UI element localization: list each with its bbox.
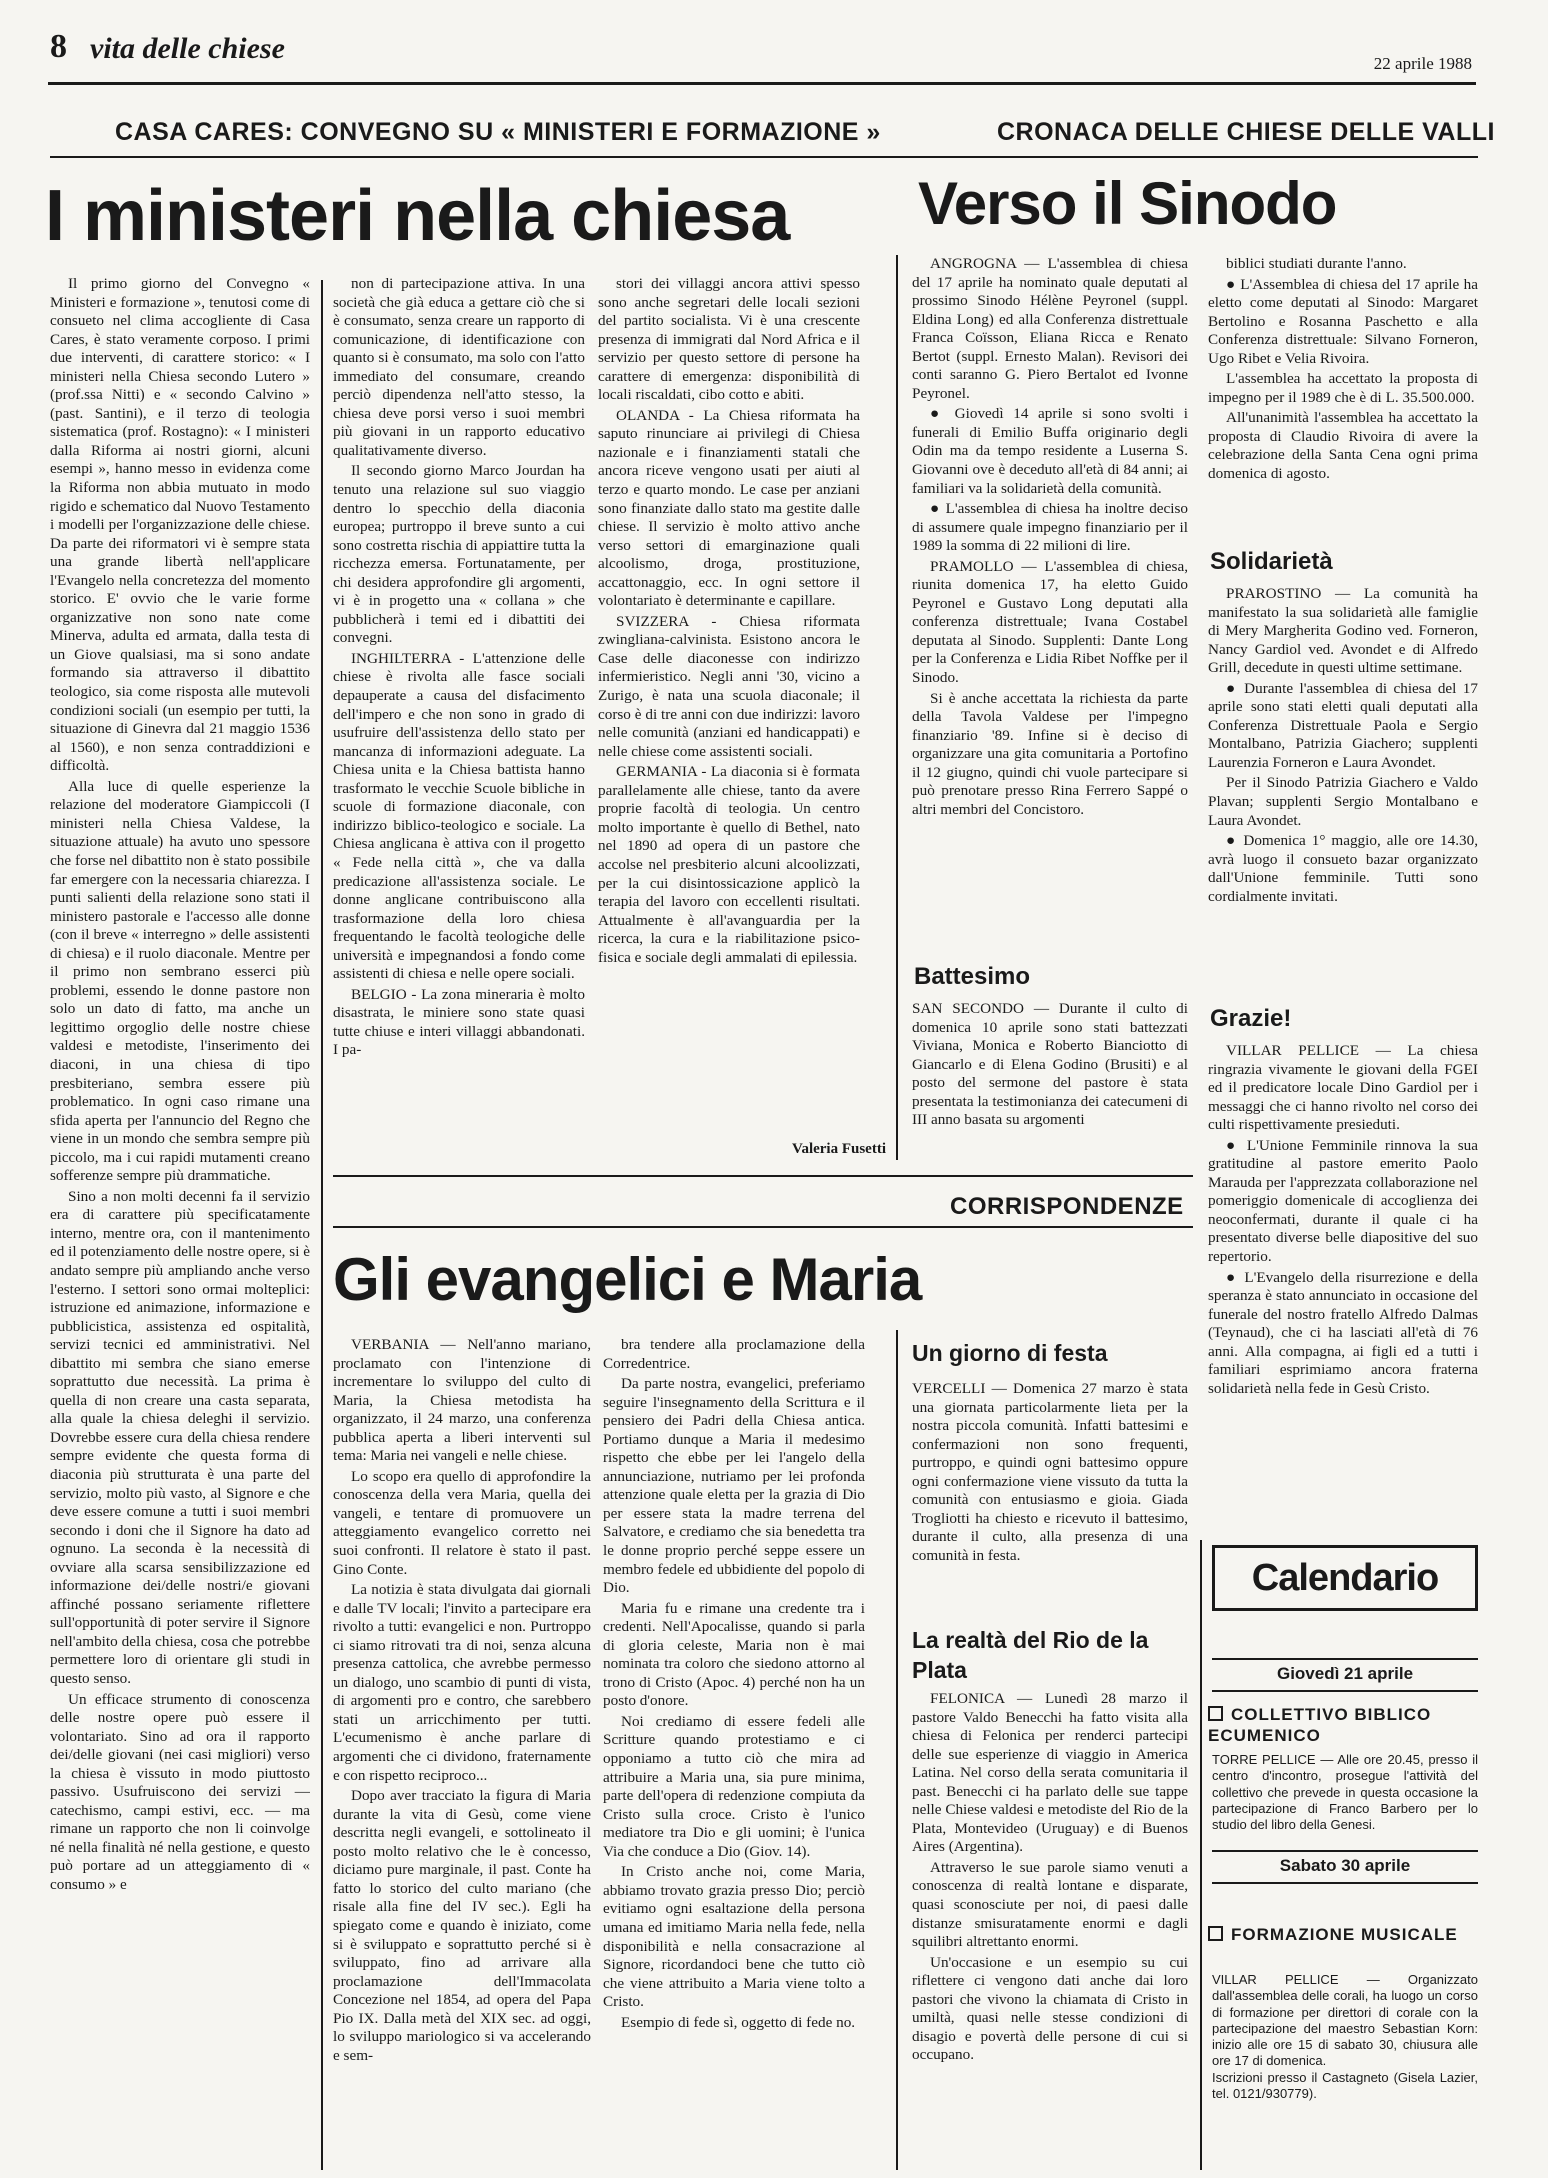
paragraph: Lo scopo era quello di approfondire la conoscenza della vera Maria, quella dei vangeli, e tentare di promuovere un atteggiamento evangelico corretto nei suoi confronti. Il relatore è stato il past. Gino Conte. xyxy=(333,1467,591,1578)
paragraph: ● L'Unione Femminile rinnova la sua gratitudine al pastore emerito Paolo Marauda per l'apprezzata collaborazione nel pomeriggio domenicale di accoglienza dei neoconfermati, durante il quale ci ha presentato diverse belle diapositive del suo repertorio. xyxy=(1208,1136,1478,1266)
paragraph: Il primo giorno del Convegno « Ministeri e formazione », tenutosi come di consueto nel clima accogliente di Casa Cares, è stato veramente corposo. I primi due interventi, di carattere storico: « I ministeri nella Chiesa secondo Lutero » (prof.ssa Nitti) e « secondo Calvino » (past. Santini), e il terzo di teologia sistematica (prof. Rostagno): « I ministeri dalla Riforma ai nostri giorni, alcuni esempi », hanno messo in evidenza come la Riforma non abbia mutuato in modo rigido e schematico dal Nuovo Testamento i modelli per l'organizzazione delle chiese. Da parte dei riformatori vi è sempre stata una grande libertà nell'applicare l'Evangelo nella concretezza del momento storico. E' ovvio che le varie forme organizzative non sono nate come Minerva, adulta ed armata, dalla testa di un Giove qualsiasi, ma si sono andate formando sia attraverso il dibattito teologico, sia come risposta alle mutevoli condizioni sociali (un esempio per tutti, la situazione di Ginevra dal 21 maggio 1536 al 1560), e non senza contraddizioni e difficoltà. xyxy=(50,275,310,775)
article1-signature: Valeria Fusetti xyxy=(791,1141,886,1157)
festa-heading: Un giorno di festa xyxy=(912,1340,1108,1366)
kicker-rule xyxy=(50,156,1478,158)
column-rule xyxy=(896,255,898,1160)
paragraph: Maria fu e rimane una credente tra i credenti. Nell'Apocalisse, quando si parla di gloria celeste, Maria non è mai nominata tra coloro che siedono attorno al trono di Cristo (Apoc. 4) perché non ha un posto d'onore. xyxy=(603,1599,865,1710)
paragraph: non di partecipazione attiva. In una società che già educa a gettare ciò che si è consumato, senza creare un rapporto di comunicazione, di identificazione con quanto si è consumato, ma solo con l'atto immediato del consumare, creando perciò dipendenza nell'atto stesso, la chiesa deve porsi verso i suoi membri più giovani in un rapporto educativo qualitativamente diverso. xyxy=(333,275,585,459)
event-title: FORMAZIONE MUSICALE xyxy=(1208,1924,1478,1945)
paragraph: Dopo aver tracciato la figura di Maria durante la vita di Gesù, come viene descritta negli evangeli, e sottolineato il posto molto relativo che le è concesso, diciamo pure marginale, il past. Conte ha fatto lo storico del culto mariano (che risale alla fine del IV sec.). Egli ha spiegato come e quando è iniziato, come si è sviluppato e soprattutto perché si è sviluppato, fino ad arrivare alla proclamazione dell'Immacolata Concezione nel 1854, ad opera del Papa Pio IX. Dalla metà del XIX sec. ad oggi, lo sviluppo mariologico si va accelerando e sem- xyxy=(333,1787,591,2064)
paragraph: PRAMOLLO — L'assemblea di chiesa, riunita domenica 17, ha eletto Guido Peyronel e Gustavo Long deputati alla conferenza distrettuale; Ivana Costabel deputata al Sinodo. Supplenti: Dante Long per la Conferenza e Lidia Ribet Noffke per il Sinodo. xyxy=(912,557,1188,687)
cal-rule xyxy=(1212,1690,1478,1692)
paragraph: Alla luce di quelle esperienze la relazione del moderatore Giampiccoli (I ministeri nella Chiesa Valdese, la situazione attuale) ha avuto uno spessore che forse nel dibattito non è stato possibile far emergere con la necessaria chiarezza. I punti salienti della relazione sono stati il ministero pastorale e l'accesso alle donne (con il breve « interregno » delle assistenti di chiesa) e il ruolo diaconale. Mentre per il primo non sembrano esserci più problemi, essendo le donne pastore non solo un dato di fatto, ma anche un legittimo orgoglio delle nostre chiese valdesi e metodiste, l'inserimento dei diaconi, in una chiesa di tipo presbiteriano, sembra essere più problematico. In ogni caso rimane una sfida aperta per l'annuncio del Regno che viene in un mondo che sembra sempre più piccolo, ma i cui rapidi mutamenti creano sofferenze sempre più drammatiche. xyxy=(50,777,310,1185)
paragraph: ● L'Assemblea di chiesa del 17 aprile ha eletto come deputati al Sinodo: Margaret Bertolino e Rosanna Paschetto e alla Conferenza distrettuale: Silvano Forneron, Ugo Ribet e Velia Rivoira. xyxy=(1208,275,1478,367)
paragraph: ● Domenica 1° maggio, alle ore 14.30, avrà luogo il consueto bazar organizzato dall'Unione femminile. Tutti sono cordialmente invitati. xyxy=(1208,832,1478,905)
column-rule xyxy=(1200,1540,1202,2170)
paragraph: ● L'Evangelo della risurrezione e della speranza è stato annunciato in occasione del funerale del nostro fratello Alfredo Dalmas (Teynaud), che ci ha lasciati all'età di 76 anni. Alla compagna, ai figli ed a tutti i familiari esprimiamo ancora fraterna solidarietà nella fede in Gesù Cristo. xyxy=(1208,1268,1478,1397)
paragraph: Per il Sinodo Patrizia Giachero e Valdo Plavan; supplenti Sergio Montalbano e Laura Avondet. xyxy=(1208,774,1478,829)
battesimo-text: SAN SECONDO — Durante il culto di domenica 10 aprile sono stati battezzati Viviana, Monica e Roberto Bianciotto di Giancarlo e di Elena Godino (Brusiti) e al posto del sermone del pastore è stata presentata la testimonianza dei catecumeni di III anno basata su argomenti xyxy=(912,1000,1188,1129)
paragraph: GERMANIA - La diaconia si è formata parallelamente alle chiese, tanto da avere proprie facoltà di teologia. Un centro molto importante è quello di Bethel, nato nel 1890 ad opera di un pastore che accolse nel presbiterio alcuni alcoolizzati, per la cui disintossicazione applicò la terapia del lavoro con eccellenti risultati. Attualmente è all'avanguardia per la ricerca, la cura e la riabilitazione psico-fisica e sociale degli ammalati di epilessia. xyxy=(598,763,860,966)
paragraph: In Cristo anche noi, come Maria, abbiamo trovato grazia presso Dio; perciò evitiamo ogni esaltazione della persona umana ed imitiamo Maria nella fede, nella disponibilità e nella consacrazione al Signore, ricordandoci bene che tutto ciò che viene attribuito a Maria viene tolto a Cristo. xyxy=(603,1863,865,2011)
paragraph: Sino a non molti decenni fa il servizio era di carattere più specificatamente interno, mentre ora, con il mantenimento ed il potenziamento delle nostre opere, si è andato sempre più ampliando anche verso l'esterno. I settori sono ormai molteplici: istruzione ed animazione, informazione e pubblicistica, assistenza ed ospitalità, servizi tecnici ed amministrativi. Nel dibattito mi sembra che siano emerse soprattutto due necessità. La prima è quella di non creare una casta separata, alla quale la chiesa deleghi il servizio. Dovrebbe essere cura della chiesa rendere sempre evidente che questa forma di diaconia più strutturata è una parte del servizio, molto più vasto, al Signore e che deve essere comune a tutti i suoi membri secondo i doni che il Signore ha dato ad ognuno. La seconda è la necessità di ovviare alla scarsa sensibilizzazione ed informazione dei/delle nostri/e giovani affinché possano seriamente riflettere sull'opportunità di poter servire il Signore nell'ambito della chiesa, cosa che potrebbe permettere loro di orientare gli studi in questo senso. xyxy=(50,1187,310,1688)
paragraph: bra tendere alla proclamazione della Corredentrice. xyxy=(603,1336,865,1372)
paragraph: Da parte nostra, evangelici, preferiamo seguire l'insegnamento della Scrittura e il pensiero dei Padri della Chiesa antica. Portiamo dunque a Maria il medesimo rispetto che ebbe per lei l'angelo della annunciazione, nutriamo per lei profonda attenzione quale eletta per la grazia di Dio per essere stata la madre terrena del Salvatore, e crediamo che sia benedetta tra le donne proprio perché seppe essere un membro fedele ed ubbidiente del popolo di Dio. xyxy=(603,1375,865,1597)
column-rule xyxy=(321,280,323,2170)
paragraph: INGHILTERRA - L'attenzione delle chiese è rivolta alle fasce sociali depauperate a causa del disfacimento dell'impero e che non sono in grado di usufruire dell'assistenza dello stato per mancanza di informazioni adeguate. La Chiesa unita e la Chiesa battista hanno trasformato le vecchie Scuole bibliche in scuole di formazione diaconale, con indirizzo biblico-teologico e sociale. La Chiesa anglicana è attiva con il progetto « Fede nella città », che va dalla predicazione all'assistenza sociale. Le donne anglicane contribuiscono alla trasformazione della loro chiesa frequentando le facoltà teologiche delle università e impegnandosi a fondo come assistenti di chiesa e nelle opere sociali. xyxy=(333,649,585,983)
article2-col2 xyxy=(1208,255,1478,545)
solidarieta-heading: Solidarietà xyxy=(1210,548,1333,575)
article1-col1 xyxy=(50,275,310,2165)
paragraph: Un efficace strumento di conoscenza delle nostre opere può essere il volontariato. Sino ad ora il rapporto dei/delle giovani (nei casi migliori) verso la chiesa è vissuto in modo piuttosto passivo. Usufruiscono dei servizi — catechismo, campi estivi, ecc. — ma rimane un rapporto che non li coinvolge né nella finalità né nella gestione, e questo può portare ad un atteggiamento di « consumo » e xyxy=(50,1690,310,1894)
issue-date: 22 aprile 1988 xyxy=(1373,54,1472,73)
plata-heading: La realtà del Rio de la Plata xyxy=(912,1627,1149,1683)
paragraph: ● Giovedì 14 aprile si sono svolti i funerali di Emilio Buffa originario degli Odin ma da tempo residente a Luserna S. Giovanni ove è deceduto all'età di 84 anni; ai familiari va la solidarietà della comunità. xyxy=(912,405,1188,497)
article1-col3 xyxy=(598,275,860,1095)
solidarieta-text xyxy=(1208,585,1478,990)
article2-kicker: CRONACA DELLE CHIESE DELLE VALLI xyxy=(997,118,1495,146)
cal-rule xyxy=(1212,1658,1478,1660)
calendario-title: Calendario xyxy=(1251,1556,1439,1599)
paragraph: Esempio di fede sì, oggetto di fede no. xyxy=(621,2013,856,2031)
event-date: Sabato 30 aprile xyxy=(1279,1856,1411,1875)
corrispondenze-rule-bottom xyxy=(333,1226,1193,1228)
event-date: Giovedì 21 aprile xyxy=(1276,1664,1414,1683)
event-body: VILLAR PELLICE — Organizzato dall'assemblea delle corali, ha luogo un corso di formazione per direttori di corale con la partecipazione del maestro Sebastian Korn: inizio alle ore 15 di sabato 30, chiusura alle ore 17 di domenica. Iscrizioni presso il Castagneto (Gisela Lazier, tel. 0121/930779). xyxy=(1212,1972,1478,2101)
article3-col1 xyxy=(333,1336,591,2166)
event-body: TORRE PELLICE — Alle ore 20.45, presso il centro d'incontro, prosegue l'attività del collettivo che prevede in questa occasione la partecipazione di Franco Barbero per lo studio del libro della Genesi. xyxy=(1212,1752,1478,1832)
checkbox-icon xyxy=(1208,1926,1223,1941)
plata-text xyxy=(912,1690,1188,2165)
event-title: COLLETTIVO BIBLICO ECUMENICO xyxy=(1208,1705,1432,1746)
article2-headline: Verso il Sinodo xyxy=(918,170,1337,237)
article1-headline: I ministeri nella chiesa xyxy=(45,176,790,256)
paragraph: Noi crediamo di essere fedeli alle Scritture quando protestiamo e ci opponiamo a tutto ciò che mira ad attribuire a Maria una, sia pure minima, parte dell'opera di redenzione compiuta da Cristo sulla croce. Cristo è l'unico mediatore tra Dio e gli uomini; è l'unica Via che conduce a Dio (Giov. 14). xyxy=(603,1712,865,1860)
paragraph: Si è anche accettata la richiesta da parte della Tavola Valdese per l'impegno finanziario '89. Infine si è deciso di organizzare una gita comunitaria a Portofino il 12 giugno, quindi chi vuole partecipare si può prenotare presso Rina Ferrero Sappé o altri membri del Concistoro. xyxy=(912,689,1188,818)
festa-text: VERCELLI — Domenica 27 marzo è stata una giornata particolarmente lieta per la nostra piccola comunità. Infatti battesimi e confermazioni non sono frequenti, purtroppo, e quindi ogni battesimo oppure ogni confermazione viene vissuto da tutta la comunità con entusiasmo e gioia. Giada Trogliotti ha chiesto e ricevuto il battesimo, durante il culto, alla presenza di una comunità in festa. xyxy=(912,1380,1188,1564)
paragraph: SVIZZERA - Chiesa riformata zwingliana-calvinista. Esistono ancora le Case delle diaconesse con indirizzo infermieristico. Negli anni '30, vicino a Zurigo, è nata una scuola diaconale; il corso è di tre anni con due indirizzi: lavoro nelle comunità (anziani ed handicappati) e nelle chiese come assistenti sociali. xyxy=(598,612,860,760)
calendario-box xyxy=(1212,1545,1478,1611)
cal-rule xyxy=(1212,1850,1478,1852)
article1-col2 xyxy=(333,275,585,1165)
article3-kicker: CORRISPONDENZE xyxy=(950,1193,1184,1220)
column-rule xyxy=(896,1330,898,2170)
grazie-text xyxy=(1208,1042,1478,1527)
paragraph: Attraverso le sue parole siamo venuti a conoscenza di realtà lontane e disparate, quasi sconosciute per noi, di paesi dalle distanze smisuratamente enormi e dagli squilibri altrettanto enormi. xyxy=(912,1858,1188,1951)
paragraph: VERBANIA — Nell'anno mariano, proclamato con l'intenzione di incrementare lo sviluppo del culto di Maria, la Chiesa metodista ha organizzato, il 24 marzo, una conferenza pubblica aperta a liberi interventi sul tema: Maria nei vangeli e nelle chiese. xyxy=(333,1336,591,1465)
paragraph: OLANDA - La Chiesa riformata ha saputo rinunciare ai privilegi di Chiesa nazionale e i finanziamenti statali che ancora riceve vengono usati per aiuti al terzo e quarto mondo. Le case per anziani sono finanziate dallo stato ma gestite dalle chiese. Il servizio è molto attivo anche verso settori di emarginazione quali alcoolismo, droga, prostituzione, accattonaggio, ecc. In ogni settore il volontariato è determinante e capillare. xyxy=(598,406,860,610)
header-rule xyxy=(48,82,1476,85)
paragraph: Un'occasione e un esempio su cui riflettere ci vengono dati anche dai loro pastori che vivono la chiamata di Cristo in umiltà, quasi nelle stesse condizioni di disagio e povertà delle persone di cui si occupano. xyxy=(912,1953,1188,2064)
grazie-heading: Grazie! xyxy=(1210,1005,1292,1032)
paragraph: All'unanimità l'assemblea ha accettato la proposta di Claudio Rivoira di avere la celebrazione della Santa Cena ogni prima domenica di agosto. xyxy=(1208,409,1478,483)
paragraph: ● Durante l'assemblea di chiesa del 17 aprile sono stati eletti quali deputati alla Conferenza Distrettuale Paola e Sergio Montalbano, Patrizia Giachero; supplenti Laurenzia Forneron e Laura Avondet. xyxy=(1208,679,1478,771)
checkbox-icon xyxy=(1208,1706,1223,1721)
battesimo-heading: Battesimo xyxy=(914,963,1031,990)
paragraph: stori dei villaggi ancora attivi spesso sono anche segretari delle locali sezioni del partito socialista. Vi è una crescente presenza di immigrati dal Nord Africa e il servizio per questo settore di persone ha carattere di emergenza: disponibilità di locali riscaldati, cibo cotto e abiti. xyxy=(598,275,860,404)
article3-headline: Gli evangelici e Maria xyxy=(333,1246,922,1313)
article2-col1 xyxy=(912,255,1188,955)
paragraph: biblici studiati durante l'anno. xyxy=(1226,255,1407,272)
paragraph: La notizia è stata divulgata dai giornali e dalle TV locali; l'invito a partecipare era rivolto a tutti: evangelici e non. Purtroppo ci siamo ritrovati tra di noi, senza alcuna presenza cattolica, che avrebbe permesso un dialogo, uno scambio di punti di vista, di argomenti pro e contro, che sarebbero stati un arricchimento per tutti. L'ecumenismo è anche parlare di argomenti che ci dividono, fraternamente e con rispetto reciproco... xyxy=(333,1581,591,1784)
paragraph: L'assemblea ha accettato la proposta di impegno per il 1989 che è di L. 35.500.000. xyxy=(1208,370,1478,406)
cal-rule xyxy=(1212,1882,1478,1884)
article1-kicker: CASA CARES: CONVEGNO SU « MINISTERI E FORMAZIONE » xyxy=(115,118,881,146)
paragraph: ● L'assemblea di chiesa ha inoltre deciso di assumere quale impegno finanziario per il 1989 la somma di 22 milioni di lire. xyxy=(912,500,1188,555)
paragraph: BELGIO - La zona mineraria è molto disastrata, le miniere sono state quasi tutte chiuse e interi villaggi abbandonati. I pa- xyxy=(333,985,585,1059)
paragraph: PRAROSTINO — La comunità ha manifestato la sua solidarietà alle famiglie di Mery Margherita Godino ved. Forneron, Nancy Gardiol ved. Avondet e di Alfredo Grill, decedute in questi ultime settimane. xyxy=(1208,585,1478,677)
corrispondenze-rule xyxy=(333,1175,1193,1177)
paragraph: VILLAR PELLICE — La chiesa ringrazia vivamente le giovani della FGEI ed il predicatore locale Dino Gardiol per i messaggi che ci hanno rivolto nel corso dei culti rispettivamente presieduti. xyxy=(1208,1042,1478,1134)
paragraph: ANGROGNA — L'assemblea di chiesa del 17 aprile ha nominato quale deputati al prossimo Sinodo Hélène Peyronel (suppl. Eldina Long) ed alla Conferenza distrettuale Franca Coïsson, Eliana Ricca e Renato Bertot (suppl. Ernesto Malan). Revisori dei conti saranno G. Piero Bertalot ed Ivonne Peyronel. xyxy=(912,255,1188,402)
article3-col2 xyxy=(603,1336,865,2166)
paragraph: FELONICA — Lunedì 28 marzo il pastore Valdo Benecchi ha fatto visita alla chiesa di Felonica per renderci partecipi delle sue esperienze di viaggio in America Latina. Nel corso della serata comunitaria il past. Benecchi ci ha parlato delle sue tappe nelle Chiese valdesi e metodiste del Rio de la Plata, Montevideo (Uruguay) e di Buenos Aires (Argentina). xyxy=(912,1690,1188,1856)
paragraph: Il secondo giorno Marco Jourdan ha tenuto una relazione sul suo viaggio dentro lo specchio della diaconia europea; purtroppo il breve sunto a cui sono costretta rischia di appiattire tutta la ricchezza emersa. Fortunatamente, per chi desidera approfondire gli argomenti, vi è in progetto una « collana » che pubblicherà i temi ed i dibattiti dei convegni. xyxy=(333,462,585,647)
section-title: vita delle chiese xyxy=(90,32,285,65)
page-number: 8 xyxy=(50,28,67,65)
